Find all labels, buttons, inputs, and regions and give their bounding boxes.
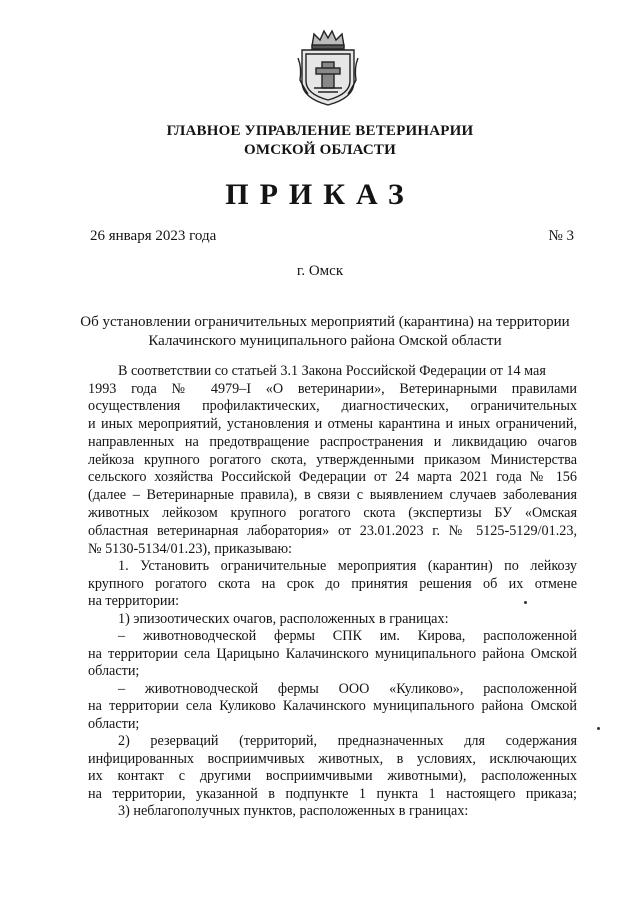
body-line: на территории села Царицыно Калачинского муниципального района Омской (88, 646, 577, 662)
order-number: № 3 (548, 228, 574, 244)
body-line: крупного рогатого скота на срок до принятия решения об их отмене (88, 576, 577, 592)
body-line: В соответствии со статьей 3.1 Закона Российской Федерации от 14 мая (118, 363, 546, 379)
organization-region: ОМСКОЙ ОБЛАСТИ (243, 142, 397, 158)
body-line: – животноводческой фермы СПК им. Кирова, расположенной (118, 628, 577, 644)
body-line: № 5130-5134/01.23), приказываю: (88, 541, 292, 557)
body-line: (далее – Ветеринарные правила), в связи с выявлением случаев заболевания (88, 487, 577, 503)
order-subject (60, 313, 590, 351)
scan-speck (524, 601, 527, 604)
body-line: на территории, указанной в подпункте 1 пункта 1 настоящего приказа; (88, 786, 577, 802)
body-line: 1. Установить ограничительные мероприятия (карантин) по лейкозу (118, 558, 577, 574)
body-line: 1) эпизоотических очагов, расположенных в границах: (118, 611, 449, 627)
body-line: направленных на предотвращение распространения и ликвидацию очагов (88, 434, 577, 450)
body-line: областная ветеринарная лаборатория» от 23.01.2023 г. № 5125-5129/01.23, (88, 523, 577, 539)
document-type-title: ПРИКАЗ (225, 178, 415, 211)
body-line: их контакт с другими восприимчивыми животными), расположенных (88, 768, 577, 784)
body-line: – животноводческой фермы ООО «Куликово», расположенной (118, 681, 577, 697)
body-line: животных лейкозом крупного рогатого скота (экспертизы БУ «Омская (88, 505, 577, 521)
body-line: и иных мероприятий, установления и отмены карантина и иных ограничений, (88, 416, 577, 432)
body-line: инфицированных восприимчивых животных, в условиях, исключающих (88, 751, 577, 767)
body-line: области; (88, 716, 140, 732)
body-line: области; (88, 663, 140, 679)
order-date: 26 января 2023 года (90, 228, 217, 244)
subject-line: Калачинского муниципального района Омской области (148, 333, 502, 349)
omsk-coat-of-arms-icon (296, 28, 360, 108)
body-line: 3) неблагополучных пунктов, расположенных в границах: (118, 803, 469, 819)
order-city: г. Омск (296, 263, 344, 279)
body-line: осуществления профилактических, диагностических, ограничительных (88, 398, 577, 414)
body-line: 1993 года № 4979–I «О ветеринарии», Ветеринарными правилами (88, 381, 577, 397)
body-line: на территории: (88, 593, 180, 609)
organization-name: ГЛАВНОЕ УПРАВЛЕНИЕ ВЕТЕРИНАРИИ (166, 123, 474, 139)
scan-speck (597, 727, 600, 730)
body-line: сельского хозяйства Российской Федерации от 24 марта 2021 года № 156 (88, 469, 577, 485)
body-line: на территории села Куликово Калачинского муниципального района Омской (88, 698, 577, 714)
body-line: лейкоза крупного рогатого скота, утвержденными приказом Министерства (88, 452, 577, 468)
subject-line: Об установлении ограничительных мероприятий (карантина) на территории (80, 314, 570, 330)
body-line: 2) резерваций (территорий, предназначенных для содержания (118, 733, 577, 749)
